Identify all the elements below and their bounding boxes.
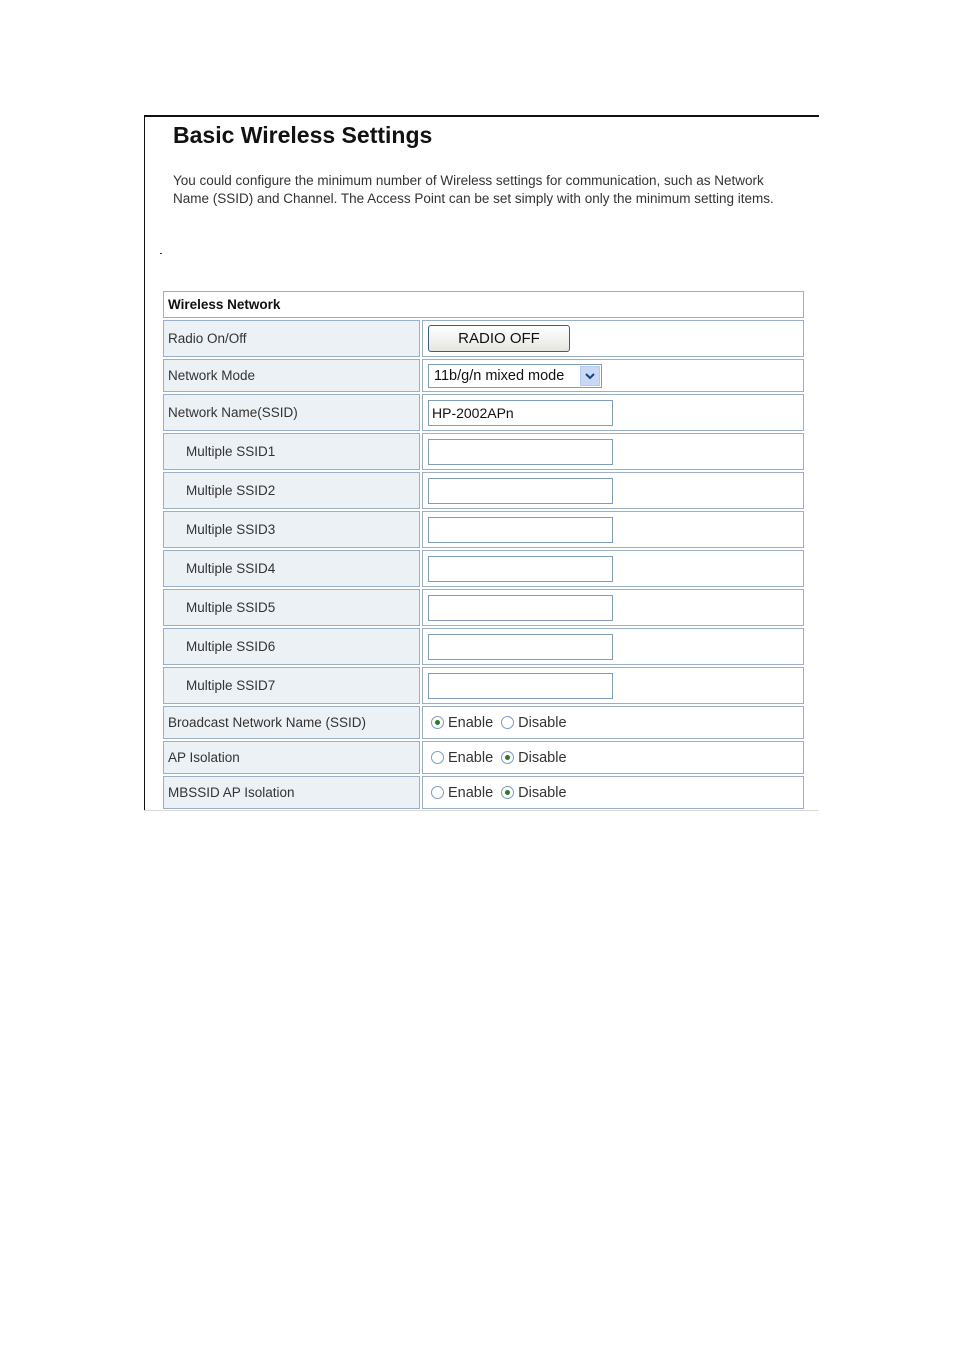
- radio-off-button[interactable]: RADIO OFF: [428, 325, 570, 352]
- chevron-down-icon[interactable]: [580, 366, 600, 386]
- wireless-network-table: [161, 289, 806, 811]
- table-row: [163, 433, 804, 470]
- table-row: [163, 741, 804, 774]
- multiple-ssid5-input[interactable]: [428, 595, 613, 621]
- table-row: [163, 628, 804, 665]
- radio-unchecked-icon: [501, 716, 514, 729]
- mbssid-isolation-label: MBSSID AP Isolation: [163, 776, 420, 809]
- broadcast-ssid-label: Broadcast Network Name (SSID): [163, 706, 420, 739]
- table-row: [163, 472, 804, 509]
- table-row: [163, 511, 804, 548]
- broadcast-disable-radio[interactable]: [501, 715, 566, 731]
- mbssid-isolation-enable-radio[interactable]: [431, 785, 493, 801]
- radio-unchecked-icon: [431, 751, 444, 764]
- multiple-ssid2-label: Multiple SSID2: [163, 472, 420, 509]
- multiple-ssid7-input[interactable]: [428, 673, 613, 699]
- ssid-label: Network Name(SSID): [163, 394, 420, 431]
- table-row: [163, 394, 804, 431]
- multiple-ssid1-input[interactable]: [428, 439, 613, 465]
- broadcast-ssid-radio-group: [431, 715, 799, 731]
- table-row: [163, 359, 804, 392]
- table-row: [163, 550, 804, 587]
- ssid-input[interactable]: [428, 400, 613, 426]
- table-header: Wireless Network: [163, 291, 804, 318]
- multiple-ssid3-input[interactable]: [428, 517, 613, 543]
- multiple-ssid7-label: Multiple SSID7: [163, 667, 420, 704]
- radio-label: Enable: [448, 784, 494, 801]
- radio-unchecked-icon: [431, 786, 444, 799]
- ap-isolation-radio-group: [431, 750, 799, 766]
- radio-checked-icon: [501, 786, 514, 799]
- radio-label: Enable: [448, 749, 494, 766]
- mbssid-isolation-radio-group: [431, 785, 799, 801]
- network-mode-select[interactable]: [428, 364, 602, 388]
- radio-label: Disable: [518, 784, 567, 801]
- multiple-ssid3-label: Multiple SSID3: [163, 511, 420, 548]
- page-title: Basic Wireless Settings: [173, 122, 433, 148]
- multiple-ssid6-label: Multiple SSID6: [163, 628, 420, 665]
- table-row: [163, 706, 804, 739]
- ap-isolation-disable-radio[interactable]: [501, 750, 566, 766]
- radio-checked-icon: [501, 751, 514, 764]
- table-row: [163, 667, 804, 704]
- multiple-ssid1-label: Multiple SSID1: [163, 433, 420, 470]
- radio-label: Disable: [518, 749, 567, 766]
- ap-isolation-enable-radio[interactable]: [431, 750, 493, 766]
- network-mode-label: Network Mode: [163, 359, 420, 392]
- radio-label: Enable: [448, 714, 494, 731]
- radio-label: Radio On/Off: [163, 320, 420, 357]
- multiple-ssid4-label: Multiple SSID4: [163, 550, 420, 587]
- ap-isolation-label: AP Isolation: [163, 741, 420, 774]
- multiple-ssid6-input[interactable]: [428, 634, 613, 660]
- radio-label: Disable: [518, 714, 567, 731]
- table-row: [163, 776, 804, 809]
- mbssid-isolation-disable-radio[interactable]: [501, 785, 566, 801]
- multiple-ssid2-input[interactable]: [428, 478, 613, 504]
- radio-checked-icon: [431, 716, 444, 729]
- decorative-mark: [160, 253, 162, 254]
- broadcast-enable-radio[interactable]: [431, 715, 493, 731]
- multiple-ssid5-label: Multiple SSID5: [163, 589, 420, 626]
- page-description: You could configure the minimum number of Wireless settings for communication, such as Network Name (SSID) and Channel. The Access Point can be set simply with only the minimum setting items.: [173, 173, 774, 206]
- table-row: [163, 320, 804, 357]
- table-row: [163, 589, 804, 626]
- network-mode-value: 11b/g/n mixed mode: [434, 367, 565, 384]
- multiple-ssid4-input[interactable]: [428, 556, 613, 582]
- settings-panel: [144, 115, 819, 811]
- panel-cutoff-line: [144, 810, 819, 811]
